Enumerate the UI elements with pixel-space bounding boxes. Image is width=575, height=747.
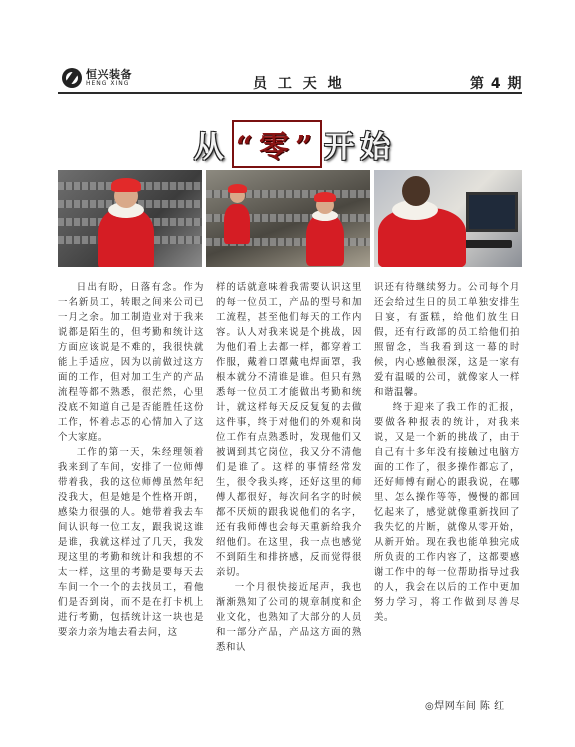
issue-number: 第 4 期 <box>470 76 523 92</box>
company-logo <box>62 68 132 88</box>
header-rule <box>58 92 522 94</box>
page-header <box>0 0 575 110</box>
author-byline: ◎焊网车间 陈 红 <box>425 701 505 712</box>
logo-chinese-name: 恒兴装备 <box>86 68 132 81</box>
photo-worker-in-workshop <box>58 170 202 267</box>
title-key-word: “零” <box>232 120 323 168</box>
photo-worker-among-steel <box>206 170 370 267</box>
photo-worker-at-computer <box>374 170 522 267</box>
article-column-2: 样的话就意味着我需要认识这里的每一位员工，产品的型号和加工流程，甚至他们每天的工作内容。认人对我来说是个挑战，因为他们看上去都一样，都穿着工作服，戴着口罩戴电焊面罩，我根本就分不清谁是谁。但只有熟悉每一位员工才能做出考勤和统计，就这样每天反反复复的去做这件事，终于对他们的外观和岗位工作有点熟悉时，发现他们又被调到其它岗位，我又分不清他们是谁了。这样的事情经常发生，很令我头疼，还好这里的师傅人都很好，每次问名字的时候都不厌烦的跟我说他们的名字，还有我师傅也会每天重新给我介绍他们。在这里，我一点也感觉不到陌生和排挤感，反而觉得很亲切。 一个月很快接近尾声，我也渐渐熟知了公司的规章制度和企业文化，也熟知了大部分的人员和一部分产品，产品这方面的熟悉和认 <box>216 282 362 653</box>
logo-english-name: HENG XING <box>86 80 130 87</box>
logo-mark-icon <box>62 68 82 88</box>
section-title: 员 工 天 地 <box>253 76 345 92</box>
article-title: 从 “零” 开始 <box>175 124 415 164</box>
article-column-3: 识还有待继续努力。公司每个月还会给过生日的员工单独安排生日宴，有蛋糕，给他们放生日假，还有行政部的员工给他们拍照留念，当我看到这一幕的时候，内心感触很深，这是一家有爱有温暖的公司，就像家人一样和谐温馨。 终于迎来了我工作的汇报，要做各种报表的统计，对我来说，又是一个新的挑战了，由于自己有十多年没有接触过电脑方面的工作了，很多操作都忘了，还好师傅有耐心的跟我说，在哪里、怎么操作等等，慢慢的都回忆起来了，感觉就像重新找回了我失忆的片断，就像从零开始，从新开始。现在我也能单独完成所负责的工作内容了，这都要感谢工作中的每一位帮助指导过我的人，我会在以后的工作中更加努力学习，将工作做到尽善尽美。 <box>374 282 520 623</box>
article-column-1: 日出有盼，日落有念。作为一名新员工，转眼之间来公司已一月之余。加工制造业对于我来说都是陌生的，但考勤和统计这方面应该说是不难的，我很快就能上手适应，因为以前做过这方面的工作，但对加工生产的产品流程等都不熟悉，很茫然，心里没底不知道自己是否能胜任这份工作，怀着忐忑的心情加入了这个大家庭。 工作的第一天，朱经理领着我来到了车间，安排了一位师傅带着我，我的这位师傅虽然年纪没我大，但是她是个性格开朗，感染力很强的人。她带着我去车间认识每一位工友，跟我说这谁是谁，我就这样过了几天，我发现这里的考勤和统计和我想的不太一样，这里的考勤是要每天去车间一个一个的去找员工，看他们是否到岗，而不是在打卡机上进行考勤，包括统计这一块也是要亲力亲为地去看去问，这 <box>58 282 204 638</box>
